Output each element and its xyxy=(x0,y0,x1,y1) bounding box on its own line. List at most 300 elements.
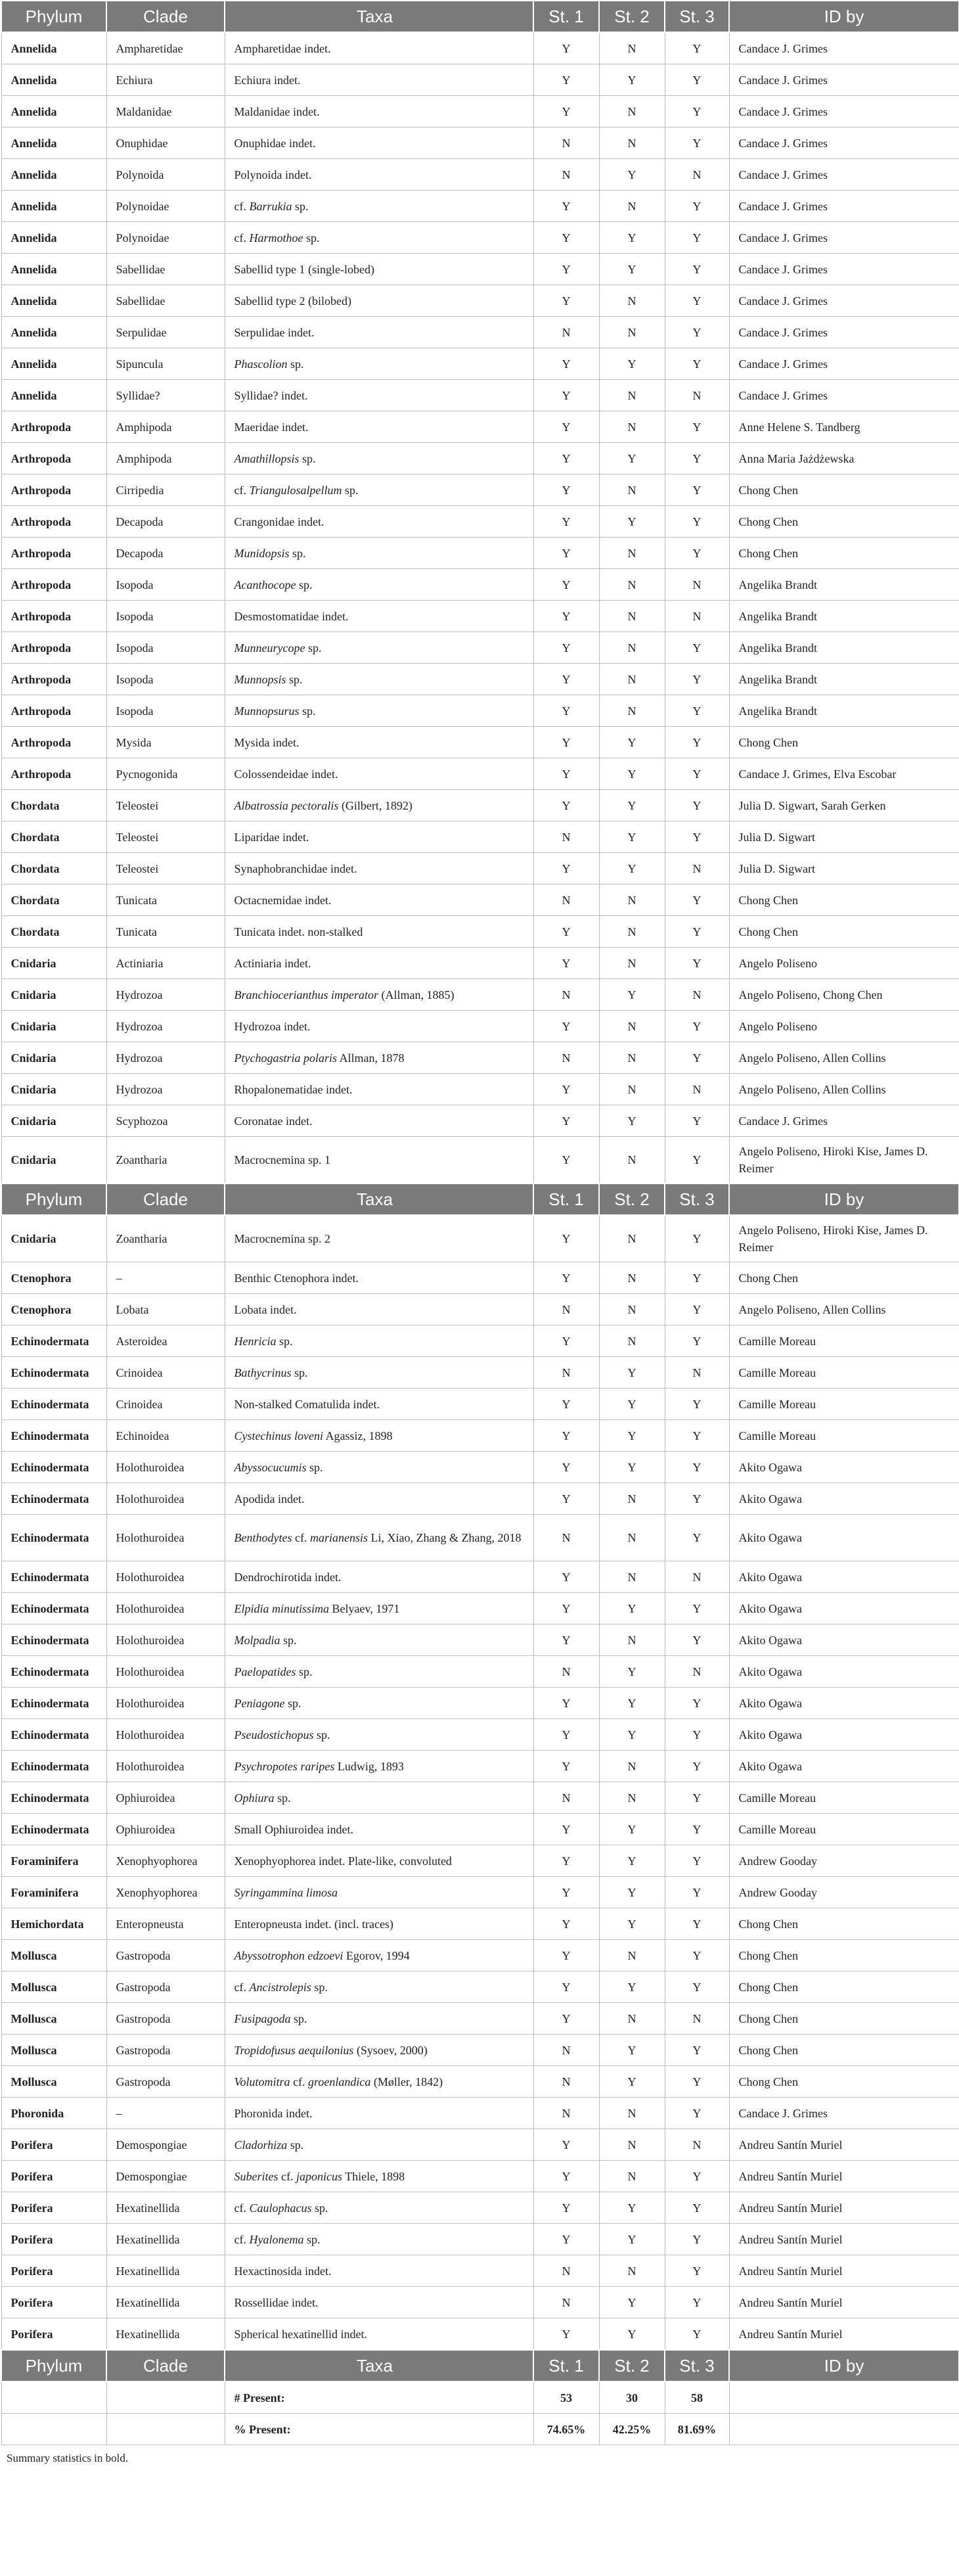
table-row xyxy=(1,979,959,1011)
cell-st3: Y xyxy=(665,948,729,979)
cell-clade: Holothuroidea xyxy=(106,1483,225,1515)
cell-id-by: Julia D. Sigwart, Sarah Gerken xyxy=(729,790,959,821)
header-id-by: ID by xyxy=(729,1184,959,1215)
table-row xyxy=(1,127,959,159)
cell-st1: Y xyxy=(533,2318,599,2351)
cell-st3: Y xyxy=(665,1420,729,1452)
cell-st2: Y xyxy=(599,443,665,474)
cell-id-by: Chong Chen xyxy=(729,2066,959,2098)
cell-id-by: Akito Ogawa xyxy=(729,1751,959,1782)
cell-st1: N xyxy=(533,1042,599,1074)
cell-st3: Y xyxy=(665,2035,729,2066)
cell-clade: Crinoidea xyxy=(106,1357,225,1389)
table-row xyxy=(1,1624,959,1656)
cell-st3: Y xyxy=(665,1452,729,1483)
cell-st3: Y xyxy=(665,538,729,569)
cell-phylum: Mollusca xyxy=(1,2066,106,2098)
cell-clade: Sabellidae xyxy=(106,254,225,285)
cell-st2: Y xyxy=(599,1105,665,1137)
cell-phylum: Porifera xyxy=(1,2224,106,2255)
cell-id-by: Andreu Santín Muriel xyxy=(729,2318,959,2351)
header-st2: St. 2 xyxy=(599,1184,665,1215)
cell-st3: Y xyxy=(665,1389,729,1420)
cell-phylum: Annelida xyxy=(1,32,106,64)
header-clade: Clade xyxy=(106,1184,225,1215)
cell-clade: Mysida xyxy=(106,727,225,758)
cell-taxa: Small Ophiuroidea indet. xyxy=(225,1814,533,1845)
cell-phylum: Annelida xyxy=(1,96,106,127)
cell-id-by: Candace J. Grimes xyxy=(729,64,959,96)
table-row xyxy=(1,695,959,727)
header-st1: St. 1 xyxy=(533,1,599,32)
cell-st3: Y xyxy=(665,1042,729,1074)
cell-clade: Maldanidae xyxy=(106,96,225,127)
cell-clade: Pycnogonida xyxy=(106,758,225,790)
cell-st2: N xyxy=(599,948,665,979)
cell-st3: Y xyxy=(665,916,729,948)
cell-clade: – xyxy=(106,1262,225,1294)
cell-phylum: Echinodermata xyxy=(1,1389,106,1420)
cell-st3: N xyxy=(665,1561,729,1593)
cell-st2: N xyxy=(599,601,665,632)
cell-st1: N xyxy=(533,979,599,1011)
cell-id-by: Angelika Brandt xyxy=(729,632,959,664)
cell-st2: N xyxy=(599,1325,665,1357)
table-row xyxy=(1,758,959,790)
cell-st2: Y xyxy=(599,222,665,254)
summary-empty-cell xyxy=(729,2381,959,2414)
cell-taxa: Tunicata indet. non-stalked xyxy=(225,916,533,948)
cell-phylum: Mollusca xyxy=(1,1940,106,1971)
cell-id-by: Akito Ogawa xyxy=(729,1593,959,1624)
cell-clade: Decapoda xyxy=(106,538,225,569)
cell-st3: Y xyxy=(665,1011,729,1042)
cell-st3: Y xyxy=(665,1624,729,1656)
cell-clade: Decapoda xyxy=(106,506,225,538)
cell-st2: Y xyxy=(599,1389,665,1420)
cell-st2: Y xyxy=(599,1593,665,1624)
cell-st1: Y xyxy=(533,2003,599,2035)
cell-phylum: Arthropoda xyxy=(1,632,106,664)
cell-taxa: Acanthocope sp. xyxy=(225,569,533,601)
summary-row xyxy=(1,2381,959,2414)
cell-taxa: Henricia sp. xyxy=(225,1325,533,1357)
cell-phylum: Annelida xyxy=(1,348,106,380)
cell-taxa: Suberites cf. japonicus Thiele, 1898 xyxy=(225,2161,533,2192)
cell-st3: Y xyxy=(665,2224,729,2255)
cell-st2: N xyxy=(599,1294,665,1325)
cell-clade: Holothuroidea xyxy=(106,1719,225,1751)
table-row xyxy=(1,538,959,569)
table-row xyxy=(1,1940,959,1971)
cell-id-by: Julia D. Sigwart xyxy=(729,853,959,885)
cell-id-by: Camille Moreau xyxy=(729,1814,959,1845)
cell-st2: Y xyxy=(599,159,665,191)
cell-st3: Y xyxy=(665,695,729,727)
cell-clade: Sabellidae xyxy=(106,285,225,317)
table-row xyxy=(1,569,959,601)
header-st3: St. 3 xyxy=(665,1184,729,1215)
table-row xyxy=(1,222,959,254)
cell-st1: Y xyxy=(533,2192,599,2224)
cell-st2: Y xyxy=(599,853,665,885)
cell-clade: Holothuroidea xyxy=(106,1624,225,1656)
cell-st2: N xyxy=(599,538,665,569)
header-clade: Clade xyxy=(106,1,225,32)
cell-id-by: Akito Ogawa xyxy=(729,1483,959,1515)
cell-st3: Y xyxy=(665,1971,729,2003)
cell-taxa: Dendrochirotida indet. xyxy=(225,1561,533,1593)
cell-clade: Isopoda xyxy=(106,601,225,632)
cell-phylum: Echinodermata xyxy=(1,1751,106,1782)
cell-clade: Holothuroidea xyxy=(106,1515,225,1561)
cell-st1: Y xyxy=(533,1074,599,1105)
cell-st2: N xyxy=(599,1751,665,1782)
cell-clade: Hexatinellida xyxy=(106,2224,225,2255)
cell-st3: Y xyxy=(665,1483,729,1515)
cell-st3: Y xyxy=(665,1593,729,1624)
table-row xyxy=(1,474,959,506)
table-row xyxy=(1,1357,959,1389)
cell-taxa: Onuphidae indet. xyxy=(225,127,533,159)
cell-clade: Crinoidea xyxy=(106,1389,225,1420)
cell-phylum: Foraminifera xyxy=(1,1877,106,1908)
table-row xyxy=(1,2003,959,2035)
cell-phylum: Echinodermata xyxy=(1,1782,106,1814)
cell-st2: N xyxy=(599,1483,665,1515)
cell-id-by: Chong Chen xyxy=(729,1908,959,1940)
cell-taxa: Desmostomatidae indet. xyxy=(225,601,533,632)
cell-taxa: Syllidae? indet. xyxy=(225,380,533,411)
table-row xyxy=(1,411,959,443)
cell-phylum: Cnidaria xyxy=(1,1105,106,1137)
cell-st3: N xyxy=(665,1357,729,1389)
summary-empty-cell xyxy=(1,2381,106,2414)
cell-id-by: Candace J. Grimes xyxy=(729,348,959,380)
cell-id-by: Angelika Brandt xyxy=(729,601,959,632)
cell-taxa: Echiura indet. xyxy=(225,64,533,96)
cell-st1: Y xyxy=(533,569,599,601)
cell-phylum: Porifera xyxy=(1,2192,106,2224)
table-row xyxy=(1,2287,959,2318)
cell-phylum: Cnidaria xyxy=(1,1074,106,1105)
cell-taxa: Ophiura sp. xyxy=(225,1782,533,1814)
table-row xyxy=(1,1971,959,2003)
cell-st3: Y xyxy=(665,1294,729,1325)
cell-clade: Teleostei xyxy=(106,821,225,853)
cell-taxa: Polynoida indet. xyxy=(225,159,533,191)
summary-empty-cell xyxy=(106,2414,225,2445)
cell-st3: Y xyxy=(665,1908,729,1940)
cell-st1: Y xyxy=(533,32,599,64)
cell-taxa: Macrocnemina sp. 2 xyxy=(225,1215,533,1262)
header-phylum: Phylum xyxy=(1,1,106,32)
cell-st1: Y xyxy=(533,1908,599,1940)
cell-st1: Y xyxy=(533,96,599,127)
cell-st1: Y xyxy=(533,1262,599,1294)
cell-clade: Ampharetidae xyxy=(106,32,225,64)
cell-st3: Y xyxy=(665,1719,729,1751)
cell-phylum: Annelida xyxy=(1,191,106,222)
cell-st3: Y xyxy=(665,2161,729,2192)
cell-st1: N xyxy=(533,317,599,348)
header-row xyxy=(1,1,959,32)
table-row xyxy=(1,790,959,821)
cell-taxa: Synaphobranchidae indet. xyxy=(225,853,533,885)
table-row xyxy=(1,1483,959,1515)
cell-st2: N xyxy=(599,1011,665,1042)
cell-st2: Y xyxy=(599,64,665,96)
cell-st1: Y xyxy=(533,948,599,979)
cell-st2: Y xyxy=(599,1420,665,1452)
cell-st1: Y xyxy=(533,506,599,538)
table-row xyxy=(1,2098,959,2129)
cell-taxa: Octacnemidae indet. xyxy=(225,885,533,916)
cell-id-by: Anne Helene S. Tandberg xyxy=(729,411,959,443)
table-row xyxy=(1,1452,959,1483)
cell-st3: Y xyxy=(665,506,729,538)
cell-taxa: Hydrozoa indet. xyxy=(225,1011,533,1042)
cell-st2: Y xyxy=(599,348,665,380)
cell-id-by: Anna Maria Jażdżewska xyxy=(729,443,959,474)
table-row xyxy=(1,32,959,64)
table-body xyxy=(1,1,959,2445)
cell-st2: N xyxy=(599,632,665,664)
cell-taxa: Syringammina limosa xyxy=(225,1877,533,1908)
cell-taxa: Phascolion sp. xyxy=(225,348,533,380)
cell-clade: Gastropoda xyxy=(106,2035,225,2066)
cell-clade: Xenophyophorea xyxy=(106,1845,225,1877)
cell-taxa: Maeridae indet. xyxy=(225,411,533,443)
cell-st1: N xyxy=(533,1515,599,1561)
cell-st1: Y xyxy=(533,664,599,695)
summary-value: 74.65% xyxy=(533,2414,599,2445)
table-row xyxy=(1,96,959,127)
cell-clade: Onuphidae xyxy=(106,127,225,159)
cell-phylum: Porifera xyxy=(1,2287,106,2318)
cell-st3: Y xyxy=(665,1325,729,1357)
table-row xyxy=(1,1074,959,1105)
cell-st2: Y xyxy=(599,979,665,1011)
header-row xyxy=(1,1184,959,1215)
cell-st1: Y xyxy=(533,1011,599,1042)
cell-taxa: Tropidofusus aequilonius (Sysoev, 2000) xyxy=(225,2035,533,2066)
cell-st1: Y xyxy=(533,1751,599,1782)
cell-id-by: Chong Chen xyxy=(729,1262,959,1294)
cell-st2: N xyxy=(599,569,665,601)
cell-st2: Y xyxy=(599,1971,665,2003)
cell-clade: Holothuroidea xyxy=(106,1452,225,1483)
cell-st1: Y xyxy=(533,1483,599,1515)
cell-clade: Polynoidae xyxy=(106,191,225,222)
cell-id-by: Chong Chen xyxy=(729,1971,959,2003)
cell-st2: N xyxy=(599,664,665,695)
cell-st1: Y xyxy=(533,222,599,254)
cell-st3: Y xyxy=(665,411,729,443)
cell-taxa: Non-stalked Comatulida indet. xyxy=(225,1389,533,1420)
table-row xyxy=(1,1782,959,1814)
cell-taxa: Lobata indet. xyxy=(225,1294,533,1325)
cell-st1: N xyxy=(533,1357,599,1389)
cell-st2: N xyxy=(599,2003,665,2035)
cell-id-by: Candace J. Grimes xyxy=(729,317,959,348)
cell-phylum: Echinodermata xyxy=(1,1624,106,1656)
table-row xyxy=(1,1215,959,1262)
cell-st2: N xyxy=(599,191,665,222)
cell-st2: N xyxy=(599,411,665,443)
cell-id-by: Andreu Santín Muriel xyxy=(729,2161,959,2192)
cell-id-by: Angelo Poliseno, Chong Chen xyxy=(729,979,959,1011)
cell-st1: Y xyxy=(533,2224,599,2255)
table-row xyxy=(1,317,959,348)
cell-id-by: Candace J. Grimes xyxy=(729,96,959,127)
cell-st2: Y xyxy=(599,758,665,790)
cell-taxa: Volutomitra cf. groenlandica (Møller, 1842) xyxy=(225,2066,533,2098)
cell-clade: Holothuroidea xyxy=(106,1688,225,1719)
cell-taxa: Phoronida indet. xyxy=(225,2098,533,2129)
cell-st1: Y xyxy=(533,727,599,758)
table-row xyxy=(1,1656,959,1688)
cell-phylum: Chordata xyxy=(1,885,106,916)
table-row xyxy=(1,601,959,632)
cell-st2: N xyxy=(599,317,665,348)
header-st1: St. 1 xyxy=(533,2350,599,2381)
cell-id-by: Angelika Brandt xyxy=(729,664,959,695)
table-row xyxy=(1,1389,959,1420)
cell-id-by: Chong Chen xyxy=(729,506,959,538)
cell-st1: Y xyxy=(533,538,599,569)
cell-id-by: Akito Ogawa xyxy=(729,1688,959,1719)
cell-taxa: Liparidae indet. xyxy=(225,821,533,853)
cell-phylum: Arthropoda xyxy=(1,411,106,443)
cell-st1: Y xyxy=(533,1940,599,1971)
cell-st1: Y xyxy=(533,1137,599,1184)
cell-taxa: Enteropneusta indet. (incl. traces) xyxy=(225,1908,533,1940)
cell-st3: Y xyxy=(665,1688,729,1719)
cell-phylum: Annelida xyxy=(1,285,106,317)
cell-clade: Hydrozoa xyxy=(106,1074,225,1105)
cell-id-by: Camille Moreau xyxy=(729,1357,959,1389)
cell-st2: Y xyxy=(599,1656,665,1688)
cell-st2: N xyxy=(599,916,665,948)
cell-phylum: Ctenophora xyxy=(1,1294,106,1325)
cell-phylum: Arthropoda xyxy=(1,474,106,506)
cell-taxa: Elpidia minutissima Belyaev, 1971 xyxy=(225,1593,533,1624)
cell-phylum: Arthropoda xyxy=(1,758,106,790)
table-row xyxy=(1,2035,959,2066)
cell-phylum: Chordata xyxy=(1,916,106,948)
cell-st2: N xyxy=(599,1561,665,1593)
cell-taxa: cf. Harmothoe sp. xyxy=(225,222,533,254)
cell-st1: Y xyxy=(533,254,599,285)
cell-phylum: Echinodermata xyxy=(1,1814,106,1845)
cell-id-by: Candace J. Grimes xyxy=(729,127,959,159)
table-row xyxy=(1,64,959,96)
table-row xyxy=(1,1011,959,1042)
table-row xyxy=(1,443,959,474)
cell-st2: Y xyxy=(599,1877,665,1908)
cell-phylum: Echinodermata xyxy=(1,1593,106,1624)
cell-id-by: Candace J. Grimes xyxy=(729,159,959,191)
cell-st3: Y xyxy=(665,2098,729,2129)
cell-taxa: Crangonidae indet. xyxy=(225,506,533,538)
cell-clade: Hydrozoa xyxy=(106,1011,225,1042)
cell-id-by: Chong Chen xyxy=(729,1940,959,1971)
cell-clade: Tunicata xyxy=(106,916,225,948)
cell-phylum: Echinodermata xyxy=(1,1357,106,1389)
summary-value: 58 xyxy=(665,2381,729,2414)
cell-clade: Hexatinellida xyxy=(106,2192,225,2224)
cell-clade: Lobata xyxy=(106,1294,225,1325)
cell-id-by: Angelo Poliseno, Allen Collins xyxy=(729,1074,959,1105)
cell-st2: Y xyxy=(599,2224,665,2255)
cell-taxa: Pseudostichopus sp. xyxy=(225,1719,533,1751)
cell-taxa: Rhopalonematidae indet. xyxy=(225,1074,533,1105)
table-row xyxy=(1,2224,959,2255)
cell-st1: Y xyxy=(533,1325,599,1357)
table-row xyxy=(1,948,959,979)
cell-phylum: Porifera xyxy=(1,2161,106,2192)
cell-st3: Y xyxy=(665,1515,729,1561)
cell-clade: – xyxy=(106,2098,225,2129)
header-clade: Clade xyxy=(106,2350,225,2381)
cell-taxa: Serpulidae indet. xyxy=(225,317,533,348)
cell-taxa: Benthodytes cf. marianensis Li, Xiao, Zhang & Zhang, 2018 xyxy=(225,1515,533,1561)
cell-taxa: Amathillopsis sp. xyxy=(225,443,533,474)
cell-phylum: Echinodermata xyxy=(1,1325,106,1357)
cell-id-by: Camille Moreau xyxy=(729,1782,959,1814)
cell-phylum: Chordata xyxy=(1,853,106,885)
cell-taxa: cf. Barrukia sp. xyxy=(225,191,533,222)
cell-id-by: Candace J. Grimes xyxy=(729,285,959,317)
cell-taxa: cf. Caulophacus sp. xyxy=(225,2192,533,2224)
cell-phylum: Cnidaria xyxy=(1,1137,106,1184)
cell-st2: Y xyxy=(599,1845,665,1877)
cell-clade: Serpulidae xyxy=(106,317,225,348)
cell-st3: N xyxy=(665,380,729,411)
cell-st2: Y xyxy=(599,254,665,285)
cell-st2: N xyxy=(599,380,665,411)
cell-clade: Zoantharia xyxy=(106,1137,225,1184)
cell-st1: N xyxy=(533,2035,599,2066)
cell-st3: N xyxy=(665,601,729,632)
cell-clade: Syllidae? xyxy=(106,380,225,411)
cell-st1: N xyxy=(533,2098,599,2129)
header-taxa: Taxa xyxy=(225,2350,533,2381)
cell-id-by: Chong Chen xyxy=(729,727,959,758)
cell-st1: Y xyxy=(533,2161,599,2192)
cell-id-by: Chong Chen xyxy=(729,474,959,506)
cell-taxa: cf. Hyalonema sp. xyxy=(225,2224,533,2255)
summary-empty-cell xyxy=(1,2414,106,2445)
cell-id-by: Camille Moreau xyxy=(729,1420,959,1452)
cell-id-by: Chong Chen xyxy=(729,916,959,948)
cell-clade: Teleostei xyxy=(106,790,225,821)
cell-phylum: Arthropoda xyxy=(1,601,106,632)
table-row xyxy=(1,506,959,538)
cell-taxa: Peniagone sp. xyxy=(225,1688,533,1719)
cell-clade: Cirripedia xyxy=(106,474,225,506)
cell-taxa: Branchiocerianthus imperator (Allman, 1885) xyxy=(225,979,533,1011)
cell-clade: Scyphozoa xyxy=(106,1105,225,1137)
cell-id-by: Julia D. Sigwart xyxy=(729,821,959,853)
cell-taxa: Munnopsis sp. xyxy=(225,664,533,695)
cell-st3: Y xyxy=(665,474,729,506)
table-row xyxy=(1,916,959,948)
cell-clade: Amphipoda xyxy=(106,443,225,474)
cell-st3: Y xyxy=(665,2255,729,2287)
cell-st2: N xyxy=(599,127,665,159)
